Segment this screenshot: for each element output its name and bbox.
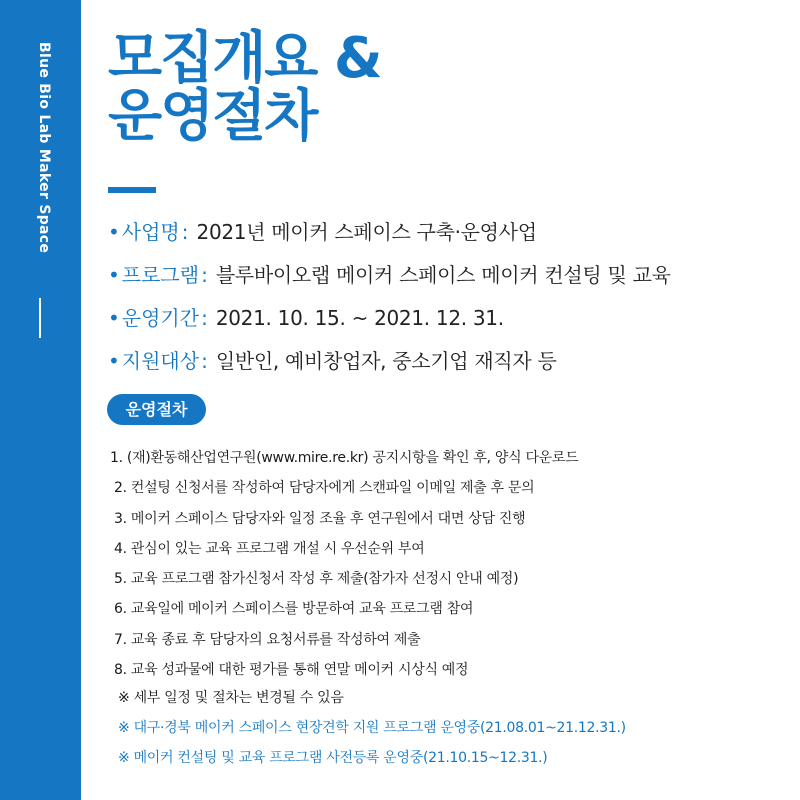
bullet-icon: •: [108, 220, 120, 244]
procedure-step: 7. 교육 종료 후 담당자의 요청서류를 작성하여 제출: [114, 631, 421, 648]
procedure-step: 2. 컨설팅 신청서를 작성하여 담당자에게 스캔파일 이메일 제출 후 문의: [114, 480, 535, 497]
info-colon: :: [201, 349, 208, 373]
section-badge: 운영절차: [107, 394, 206, 425]
info-row-business-name: [108, 212, 671, 255]
info-value: 2021. 10. 15. ~ 2021. 12. 31.: [215, 306, 504, 330]
info-row-period: [108, 298, 671, 341]
bullet-icon: •: [108, 263, 120, 287]
procedure-note-highlight: ※ 메이커 컨설팅 및 교육 프로그램 사전등록 운영중(21.10.15~12.31.): [118, 750, 548, 767]
info-colon: :: [181, 220, 189, 244]
info-label: 프로그램: [121, 263, 200, 287]
info-label: 운영기간: [121, 306, 200, 330]
procedure-step: 1. (재)환동해산업연구원(www.mire.re.kr) 공지시항을 확인 후, 양식 다운로드: [110, 450, 579, 466]
sidebar: [0, 0, 81, 800]
info-list: [108, 212, 671, 384]
info-value: 2021년 메이커 스페이스 구축·운영사업: [196, 220, 537, 244]
info-row-target: [108, 341, 671, 384]
bullet-icon: •: [108, 306, 120, 330]
sidebar-vertical-title: Blue Bio Lab Maker Space: [36, 42, 52, 254]
info-colon: :: [201, 263, 208, 287]
info-label: 지원대상: [121, 349, 200, 373]
procedure-list: [110, 443, 626, 773]
info-label: 사업명: [121, 220, 180, 244]
info-colon: :: [201, 306, 208, 330]
page-title-line-1: 모집개요 &: [108, 26, 381, 91]
procedure-step: 8. 교육 성과물에 대한 평가를 통해 연말 메이커 시상식 예정: [114, 662, 469, 679]
page-title: [108, 26, 381, 149]
procedure-step: 5. 교육 프로그램 참가신청서 작성 후 제출(참가자 선정시 안내 예정): [114, 571, 519, 588]
sidebar-divider: [39, 298, 41, 338]
info-value: 블루바이오랩 메이커 스페이스 메이커 컨설팅 및 교육: [215, 263, 671, 287]
procedure-step: 4. 관심이 있는 교육 프로그램 개설 시 우선순위 부여: [114, 540, 425, 557]
procedure-step: 3. 메이커 스페이스 담당자와 일정 조율 후 연구원에서 대면 상담 진행: [114, 510, 526, 527]
title-underline: [108, 187, 156, 193]
procedure-note: ※ 세부 일정 및 절차는 변경될 수 있음: [118, 690, 344, 707]
page-title-line-2: 운영절차: [108, 84, 317, 149]
info-value: 일반인, 예비창업자, 중소기업 재직자 등: [215, 349, 557, 373]
bullet-icon: •: [108, 349, 120, 373]
procedure-step: 6. 교육일에 메이커 스페이스를 방문하여 교육 프로그램 참여: [114, 601, 474, 618]
procedure-note-highlight: ※ 대구·경북 메이커 스페이스 현장견학 지원 프로그램 운영중(21.08.01~21.12.31.): [118, 720, 626, 737]
info-row-program: [108, 255, 671, 298]
